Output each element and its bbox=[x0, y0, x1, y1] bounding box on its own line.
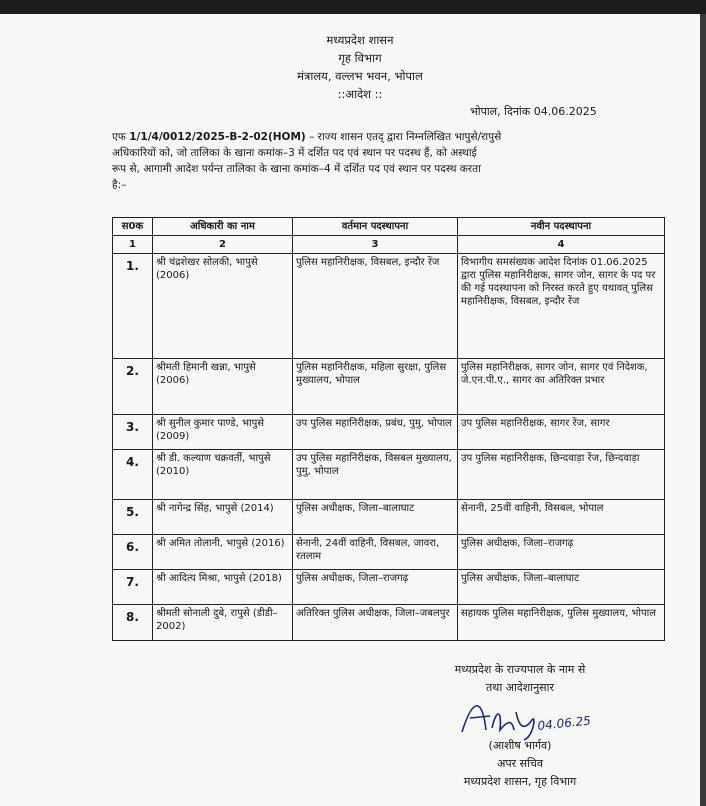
body-line-3: रूप से, आगामी आदेश पर्यन्त तालिका के खाना कमांक–4 में दर्शित पद एवं स्थान पर पदस्थ करता bbox=[112, 163, 481, 175]
col-header-sno: स0क bbox=[113, 218, 153, 236]
handwritten-date: 04.06.25 bbox=[536, 713, 592, 733]
order-number: 1/1/4/0012/2025-B-2-02(HOM) bbox=[129, 131, 306, 143]
right-dark-edge bbox=[700, 14, 706, 806]
body-line-4: है:– bbox=[112, 179, 127, 191]
signature-stroke bbox=[462, 706, 534, 740]
row-current: पुलिस अधीक्षक, जिला–बालाघाट bbox=[293, 500, 458, 535]
row-no: 8. bbox=[113, 605, 153, 641]
row-new: सहायक पुलिस महानिरीक्षक, पुलिस मुख्यालय, भोपाल bbox=[458, 605, 665, 641]
row-no: 3. bbox=[113, 415, 153, 450]
row-new: विभागीय समसंख्यक आदेश दिनांक 01.06.2025 द्वारा पुलिस महानिरीक्षक, सागर जोन, सागर के पद पर की गई पदस्थापना को निरस्त करते हुए यथावत् पुलिस महानिरीक्षक, विसबल, इन्दौर रेंज bbox=[458, 254, 665, 359]
colnum-1: 1 bbox=[113, 236, 153, 254]
row-current: सेनानी, 24वीं वाहिनी, विसबल, जावरा, रतलाम bbox=[293, 535, 458, 570]
order-prefix: एफ bbox=[112, 131, 126, 143]
header-department: गृह विभाग bbox=[338, 51, 382, 65]
place-date: भोपाल, दिनांक 04.06.2025 bbox=[470, 105, 597, 118]
row-new: पुलिस अधीक्षक, जिला–बालाघाट bbox=[458, 570, 665, 605]
row-no: 7. bbox=[113, 570, 153, 605]
order-title: ::आदेश :: bbox=[337, 87, 383, 101]
top-dark-strip bbox=[0, 0, 706, 14]
row-name: श्री आदित्य मिश्रा, भापुसे (2018) bbox=[153, 570, 293, 605]
row-name: श्री अमित तोलानी, भापुसे (2016) bbox=[153, 535, 293, 570]
row-new: पुलिस महानिरीक्षक, सागर जोन, सागर एवं निदेशक, जे.एन.पी.ए., सागर का अतिरिक्त प्रभार bbox=[458, 359, 665, 415]
table-row bbox=[113, 500, 665, 535]
colnum-2: 2 bbox=[153, 236, 293, 254]
table-row bbox=[113, 570, 665, 605]
body-line-2: अधिकारियों को, जो तालिका के खाना कमांक–3 में दर्शित पद एवं स्थान पर पदस्थ हैं, को अस्थाई bbox=[112, 147, 477, 159]
row-current: पुलिस महानिरीक्षक, विसबल, इन्दौर रेंज bbox=[293, 254, 458, 359]
colnum-4: 4 bbox=[458, 236, 665, 254]
order-first-line bbox=[112, 130, 672, 145]
row-name: श्रीमती हिमानी खन्ना, भापुसे (2006) bbox=[153, 359, 293, 415]
row-name: श्री सुनील कुमार पाण्डे, भापुसे (2009) bbox=[153, 415, 293, 450]
table-row bbox=[113, 450, 665, 500]
colnum-3: 3 bbox=[293, 236, 458, 254]
signatory-designation: अपर सचिव bbox=[496, 757, 544, 770]
posting-table bbox=[112, 217, 665, 641]
row-no: 5. bbox=[113, 500, 153, 535]
row-current: अतिरिक्त पुलिस अधीक्षक, जिला–जबलपुर bbox=[293, 605, 458, 641]
row-new: पुलिस अधीक्षक, जिला–राजगढ़ bbox=[458, 535, 665, 570]
row-no: 6. bbox=[113, 535, 153, 570]
table-row bbox=[113, 359, 665, 415]
row-no: 1. bbox=[113, 254, 153, 359]
row-new: सेनानी, 25वीं वाहिनी, विसबल, भोपाल bbox=[458, 500, 665, 535]
table-header-row bbox=[113, 218, 665, 236]
signature-authority-line: मध्यप्रदेश के राज्यपाल के नाम से bbox=[454, 663, 586, 676]
row-name: श्री चंद्रशेखर सोलकी, भापुसे (2006) bbox=[153, 254, 293, 359]
header-address: मंत्रालय, वल्लभ भवन, भोपाल bbox=[297, 69, 423, 83]
table-row bbox=[113, 535, 665, 570]
row-name: श्रीमती सोनाली दुबे, रापुसे (डीडी–2002) bbox=[153, 605, 293, 641]
row-current: उप पुलिस महानिरीक्षक, विसबल मुख्यालय, पुमु, भोपाल bbox=[293, 450, 458, 500]
col-header-new: नवीन पदस्थापना bbox=[458, 218, 665, 236]
table-row bbox=[113, 254, 665, 359]
table-row bbox=[113, 605, 665, 641]
signature-order-line: तथा आदेशानुसार bbox=[486, 681, 554, 694]
row-new: उप पुलिस महानिरीक्षक, सागर रेंज, सागर bbox=[458, 415, 665, 450]
row-new: उप पुलिस महानिरीक्षक, छिन्दवाड़ा रेंज, छिन्दवाड़ा bbox=[458, 450, 665, 500]
table-row bbox=[113, 415, 665, 450]
header-government: मध्यप्रदेश शासन bbox=[326, 33, 394, 47]
col-header-name: अधिकारी का नाम bbox=[153, 218, 293, 236]
row-current: पुलिस अधीक्षक, जिला–राजगढ़ bbox=[293, 570, 458, 605]
row-no: 2. bbox=[113, 359, 153, 415]
handwritten-signature bbox=[452, 690, 612, 742]
signatory-name: (आशीष भार्गव) bbox=[488, 739, 552, 752]
row-no: 4. bbox=[113, 450, 153, 500]
col-header-current: वर्तमान पदस्थापना bbox=[293, 218, 458, 236]
body-line-1: – राज्य शासन एतद् द्वारा निम्नलिखित भापुसे/रापुसे bbox=[309, 131, 502, 143]
row-name: श्री नागेन्द्र सिंह, भापुसे (2014) bbox=[153, 500, 293, 535]
row-current: पुलिस महानिरीक्षक, महिला सुरक्षा, पुलिस मुख्यालय, भोपाल bbox=[293, 359, 458, 415]
table-colnum-row bbox=[113, 236, 665, 254]
signatory-office: मध्यप्रदेश शासन, गृह विभाग bbox=[463, 775, 577, 788]
row-name: श्री डी. कल्याण चक्रवर्ती, भापुसे (2010) bbox=[153, 450, 293, 500]
row-current: उप पुलिस महानिरीक्षक, प्रबंध, पुमु, भोपाल bbox=[293, 415, 458, 450]
